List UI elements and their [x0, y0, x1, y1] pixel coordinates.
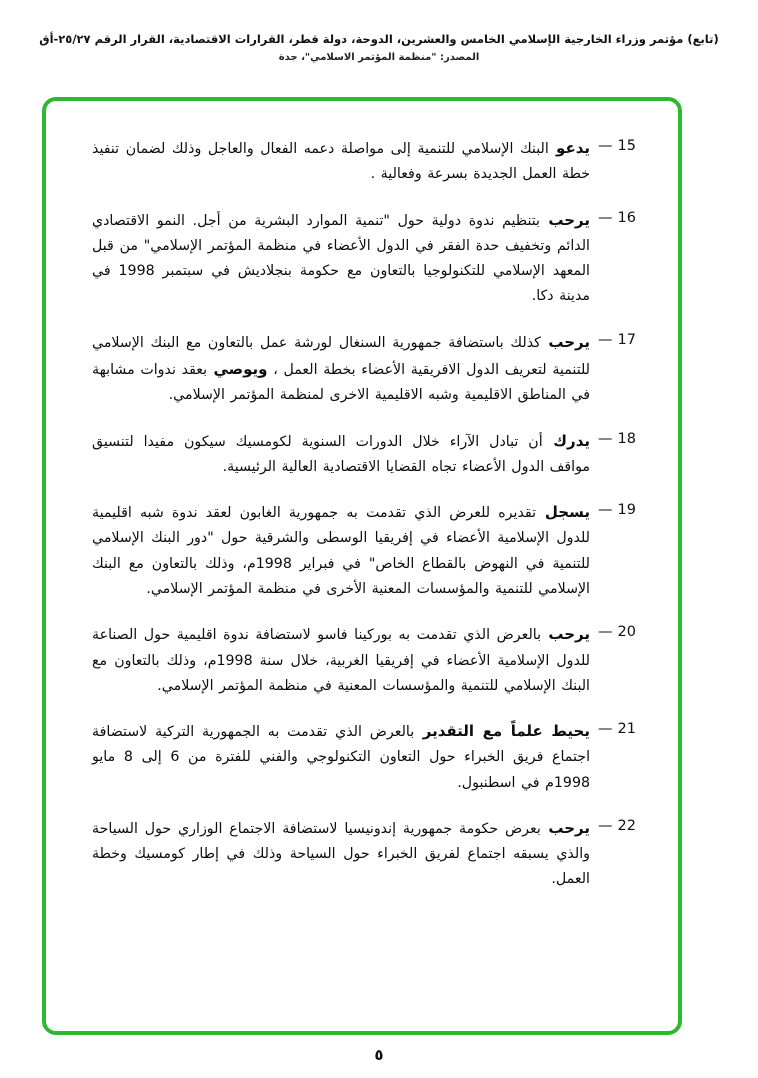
resolution-lead-word: يرحب	[541, 625, 590, 644]
resolution-number	[590, 329, 636, 409]
resolution-item	[92, 329, 636, 409]
resolution-body-text: أن تبادل الآراء خلال الدورات السنوية لكومسيك سيكون مفيدا لتنسيق مواقف الدول الأعضاء تجاه القضايا الاقتصادية العالية الرئيسية.	[92, 433, 590, 475]
resolution-body-text: بتنظيم ندوة دولية حول "تنمية الموارد البشرية من أجل. النمو الاقتصادي الدائم وتخفيف حدة الفقر في الدول الأعضاء في منظمة المؤتمر الإسلامي" من قبل المعهد الإسلامي للتكنولوجيا بالتعاون مع حكومة بنجلاديش في سبتمبر 1998 في مدينة دكا.	[92, 212, 590, 305]
resolution-number-value: 17	[617, 331, 636, 348]
resolution-lead-word: يدعو	[548, 139, 590, 157]
resolution-dash: —	[598, 502, 613, 519]
resolution-lead-word: يسجل	[536, 503, 590, 522]
resolution-text	[92, 718, 590, 796]
resolution-number	[590, 499, 636, 602]
resolutions-list	[46, 101, 678, 893]
header-source-line: (تابع) مؤتمر وزراء الخارجية الإسلامي الخامس والعشرين، الدوحة، دولة قطر، القرارات الاقتصادية، القرار الرقم ٢٥/٢٧-أق	[39, 32, 719, 46]
resolution-item	[92, 499, 636, 602]
resolution-body-text: بعقد ندوات مشابهة في المناطق الاقليمية وشبه الاقليمية الاخرى لمنظمة المؤتمر الإسلامي.	[92, 361, 590, 404]
resolution-text	[92, 135, 590, 188]
resolution-body-text: كذلك باستضافة جمهورية السنغال لورشة عمل بالتعاون مع البنك الإسلامي للتنمية لتعريف الدول الافريقية الأعضاء بخطة العمل ،	[92, 334, 590, 378]
resolution-number-value: 22	[617, 817, 636, 834]
resolution-text	[92, 499, 590, 602]
resolution-number	[590, 718, 636, 796]
resolution-dash: —	[598, 209, 613, 226]
resolution-item	[92, 428, 636, 481]
resolution-text	[92, 428, 590, 481]
resolution-body-text: بالعرض الذي تقدمت به الجمهورية التركية لاستضافة اجتماع فريق الخبراء حول التعاون التكنولوجي والفني للفترة من 6 إلى 8 مايو 1998م في اسطنبول.	[92, 724, 591, 791]
resolution-item	[92, 135, 636, 188]
resolution-item	[92, 718, 636, 796]
resolution-lead-word: يرحب	[540, 818, 591, 837]
resolution-item	[92, 621, 636, 699]
resolution-number-value: 15	[617, 138, 636, 154]
resolution-dash: —	[598, 721, 613, 738]
page-number: ٥	[374, 1046, 384, 1064]
resolution-lead-word: ويوصي	[207, 359, 268, 378]
resolution-body-text: بعرض حكومة جمهورية إندونيسيا لاستضافة الاجتماع الوزاري حول السياحة والذي يسبقه اجتماع لفريق الخبراء حول السياحة وذلك في إطار كومسيك وخطة العمل.	[92, 820, 590, 888]
resolution-number-value: 18	[617, 430, 636, 447]
resolution-lead-word: يحيط علماً مع التقدير	[414, 722, 590, 741]
resolution-dash: —	[598, 817, 613, 834]
resolution-text	[92, 329, 590, 409]
resolution-text	[92, 815, 590, 893]
resolution-number-value: 20	[617, 624, 636, 641]
resolution-number	[590, 815, 636, 893]
resolution-number	[590, 621, 636, 699]
resolution-number	[590, 428, 636, 481]
resolution-number	[590, 135, 636, 188]
resolution-item	[92, 815, 636, 893]
resolution-body-text: بالعرض الذي تقدمت به بوركينا فاسو لاستضافة ندوة اقليمية حول الصناعة للدول الإسلامية الأعضاء في إفريقيا الغربية، خلال سنة 1998م، وذلك بالتعاون مع البنك الإسلامي للتنمية والمؤسسات المعنية في منظمة المؤتمر الإسلامي.	[92, 627, 590, 694]
resolution-body-text: تقديره للعرض الذي تقدمت به جمهورية الغابون لعقد ندوة شبه اقليمية للدول الإسلامية الأعضاء في إفريقيا الوسطى والشرقية حول "دور البنك الإسلامي للتنمية في النهوض بالقطاع الخاص" في فبراير 1998م، وذلك بالتعاون مع البنك الإسلامي للتنمية والمؤسسات المعنية الأخرى في منظمة المؤتمر الإسلامي.	[92, 505, 590, 597]
resolution-number	[590, 207, 636, 310]
document-header	[0, 0, 758, 63]
resolution-number-value: 16	[617, 209, 636, 226]
content-frame	[42, 97, 682, 1035]
resolution-number-value: 19	[617, 502, 636, 519]
resolution-lead-word: يرحب	[540, 332, 591, 351]
resolution-body-text: البنك الإسلامي للتنمية إلى مواصلة دعمه الفعال والعاجل وذلك لضمان تنفيذ خطة العمل الجديدة بسرعة وفعالية .	[92, 141, 590, 183]
resolution-dash: —	[598, 624, 613, 641]
resolution-item	[92, 207, 636, 310]
header-publisher-line: المصدر: "منظمة المؤتمر الاسلامي"، جدة	[278, 52, 480, 63]
resolution-dash: —	[598, 430, 613, 447]
resolution-text	[92, 621, 590, 699]
resolution-text	[92, 207, 590, 310]
resolution-dash: —	[598, 331, 613, 348]
resolution-dash: —	[598, 138, 613, 154]
resolution-number-value: 21	[617, 721, 636, 738]
resolution-lead-word: يرحب	[539, 210, 591, 229]
resolution-lead-word: يدرك	[542, 431, 590, 450]
